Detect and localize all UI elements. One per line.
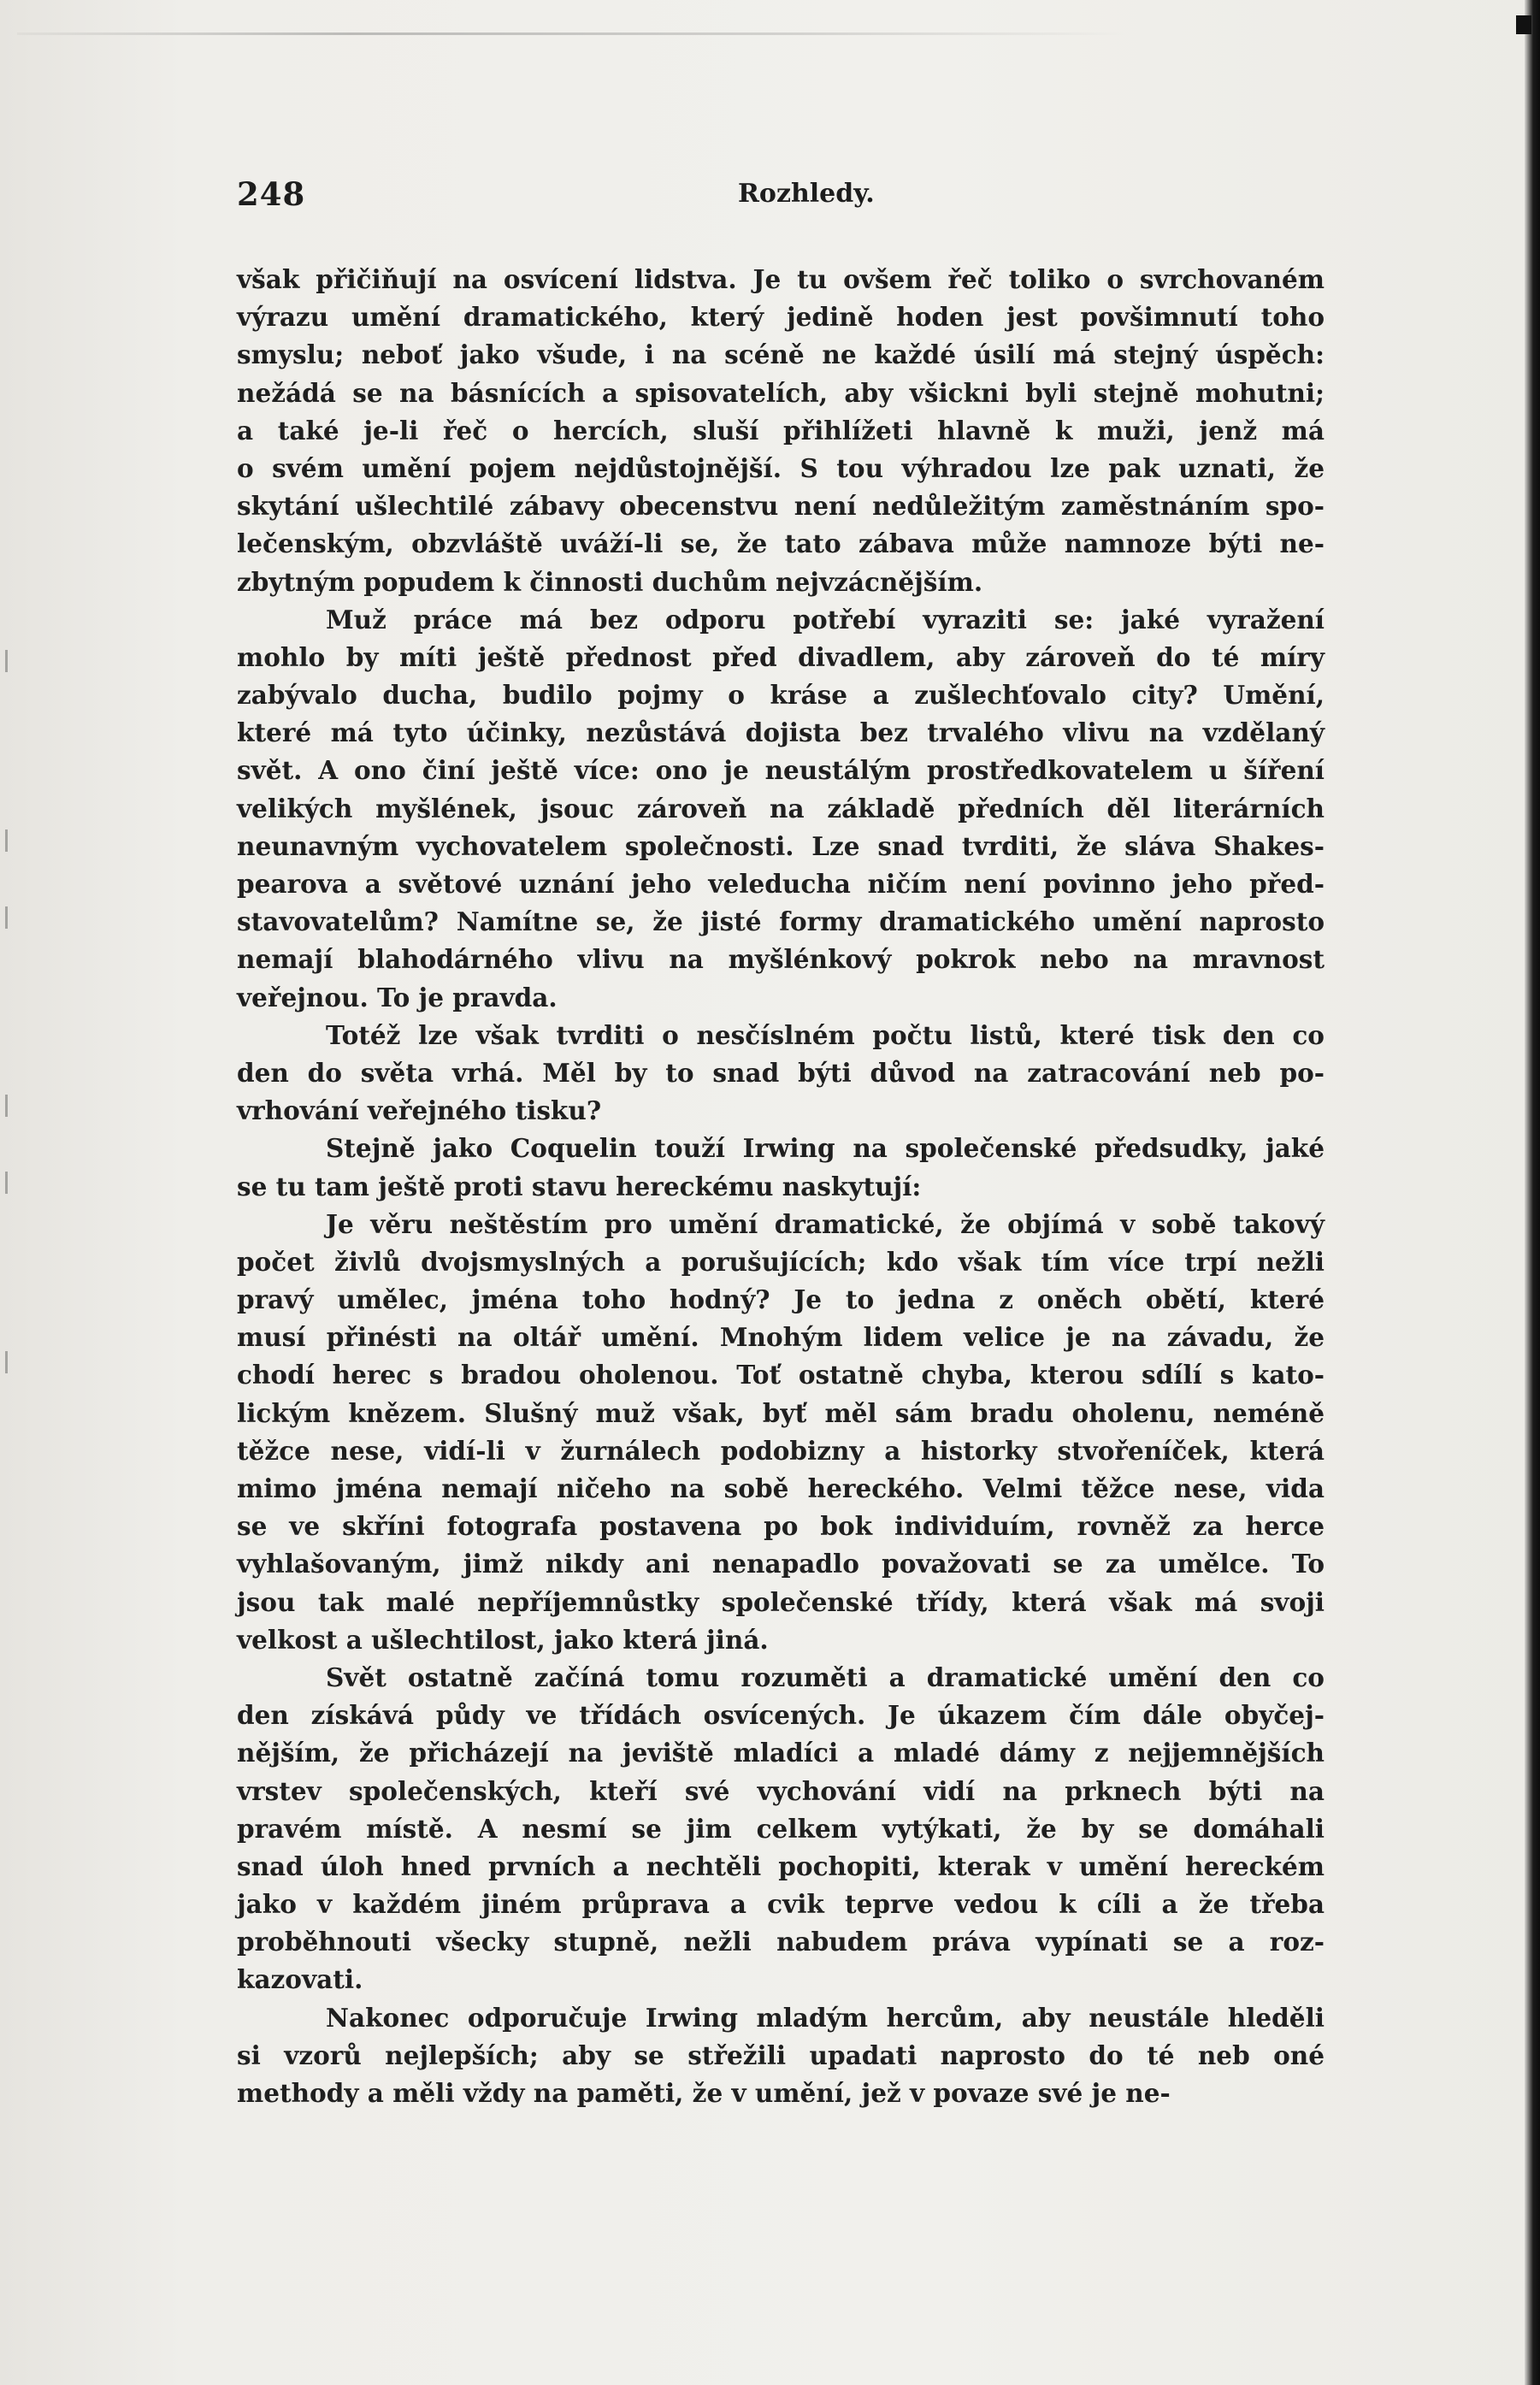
text-line: den do světa vrhá. Měl by to snad býti důvod na zatracování neb po- bbox=[237, 1057, 1325, 1088]
text-line: nějším, že přicházejí na jeviště mladíci a mladé dámy z nejjemnějších bbox=[237, 1738, 1325, 1768]
paragraph bbox=[237, 1017, 1325, 1131]
running-title: Rozhledy. bbox=[738, 179, 875, 209]
text-line: lickým knězem. Slušný muž však, byť měl sám bradu oholenu, neméně bbox=[237, 1397, 1325, 1428]
text-line: o svém umění pojem nejdůstojnější. S tou výhradou lze pak uznati, že bbox=[237, 452, 1325, 483]
text-line: vrstev společenských, kteří své vychování vidí na prknech býti na bbox=[237, 1775, 1325, 1806]
page-number: 248 bbox=[237, 175, 306, 213]
text-line: skytání ušlechtilé zábavy obecenstvu není nedůležitým zaměstnáním spo- bbox=[237, 491, 1325, 522]
text-line: Nakonec odporučuje Irwing mladým hercům, aby neustále hleděli bbox=[326, 2002, 1325, 2033]
text-line: pravém místě. A nesmí se jim celkem vytýkati, že by se domáhali bbox=[237, 1813, 1325, 1844]
text-line: jsou tak malé nepříjemnůstky společenské třídy, která však má svoji bbox=[237, 1586, 1325, 1617]
paragraph bbox=[237, 261, 1325, 601]
paragraph bbox=[237, 1999, 1325, 2113]
text-line: neunavným vychovatelem společnosti. Lze snad tvrditi, že sláva Shakes- bbox=[237, 830, 1325, 861]
text-line: Totéž lze však tvrditi o nesčíslném počtu listů, které tisk den co bbox=[326, 1019, 1325, 1050]
text-line: methody a měli vždy na paměti, že v umění, jež v povaze své je ne- bbox=[237, 2078, 1171, 2108]
page-header bbox=[237, 175, 1325, 218]
text-line: si vzorů nejlepších; aby se střežili upadati naprosto do té neb oné bbox=[237, 2040, 1325, 2070]
paragraph bbox=[237, 1130, 1325, 1205]
text-line: zabývalo ducha, budilo pojmy o kráse a zušlechťovalo city? Umění, bbox=[237, 680, 1325, 711]
text-line: snad úloh hned prvních a nechtěli pochopiti, kterak v umění hereckém bbox=[237, 1851, 1325, 1881]
paragraph bbox=[237, 601, 1325, 1017]
text-line: počet živlů dvojsmyslných a porušujících; kdo však tím více trpí nežli bbox=[237, 1246, 1325, 1277]
paragraph bbox=[237, 1206, 1325, 1659]
text-line: veřejnou. To je pravda. bbox=[237, 982, 558, 1012]
text-line: jako v každém jiném průprava a cvik teprve vedou k cíli a že třeba bbox=[237, 1889, 1325, 1920]
text-line: musí přinésti na oltář umění. Mnohým lidem velice je na závadu, že bbox=[237, 1322, 1325, 1353]
scan-left-margin-marks bbox=[5, 650, 10, 1420]
text-line: velikých myšlének, jsouc zároveň na základě předních děl literárních bbox=[237, 793, 1325, 824]
text-line: které má tyto účinky, nezůstává dojista bez trvalého vlivu na vzdělaný bbox=[237, 717, 1325, 748]
text-line: pearova a světové uznání jeho veleducha ničím není povinno jeho před- bbox=[237, 869, 1325, 899]
text-line: den získává půdy ve třídách osvícených. Je úkazem čím dále obyčej- bbox=[237, 1700, 1325, 1731]
text-line: nemají blahodárného vlivu na myšlénkový pokrok nebo na mravnost bbox=[237, 944, 1325, 975]
text-line: však přičiňují na osvícení lidstva. Je tu ovšem řeč toliko o svrchovaném bbox=[237, 264, 1325, 294]
text-line: mimo jména nemají ničeho na sobě hereckého. Velmi těžce nese, vida bbox=[237, 1473, 1325, 1503]
text-line: velkost a ušlechtilost, jako která jiná. bbox=[237, 1624, 769, 1655]
text-line: Je věru neštěstím pro umění dramatické, že objímá v sobě takový bbox=[326, 1208, 1325, 1239]
page-top-edge bbox=[17, 32, 1129, 35]
text-line: Stejně jako Coquelin touží Irwing na společenské předsudky, jaké bbox=[326, 1133, 1325, 1164]
body-text bbox=[237, 261, 1325, 2112]
scan-binding-edge bbox=[1525, 0, 1540, 2385]
text-line: se ve skříni fotografa postavena po bok individuím, rovněž za herce bbox=[237, 1511, 1325, 1542]
text-line: lečenským, obzvláště uváží-li se, že tato zábava může namnoze býti ne- bbox=[237, 528, 1325, 559]
text-line: kazovati. bbox=[237, 1964, 363, 1995]
text-line: vrhování veřejného tisku? bbox=[237, 1095, 602, 1126]
text-line: vyhlašovaným, jimž nikdy ani nenapadlo považovati se za umělce. To bbox=[237, 1549, 1325, 1579]
text-line: svět. A ono činí ještě více: ono je neustálým prostředkovatelem u šíření bbox=[237, 755, 1325, 786]
text-line: zbytným popudem k činnosti duchům nejvzácnějším. bbox=[237, 566, 983, 597]
text-line: mohlo by míti ještě přednost před divadlem, aby zároveň do té míry bbox=[237, 641, 1325, 672]
text-line: chodí herec s bradou oholenou. Toť ostatně chyba, kterou sdílí s kato- bbox=[237, 1360, 1325, 1390]
text-line: stavovatelům? Namítne se, že jisté formy dramatického umění naprosto bbox=[237, 906, 1325, 937]
text-line: nežádá se na básnících a spisovatelích, aby všickni byli stejně mohutni; bbox=[237, 377, 1325, 408]
scan-corner-mark bbox=[1516, 15, 1531, 34]
paragraph bbox=[237, 1659, 1325, 1999]
text-line: Svět ostatně začíná tomu rozuměti a dramatické umění den co bbox=[326, 1662, 1325, 1692]
text-line: výrazu umění dramatického, který jedině hoden jest povšimnutí toho bbox=[237, 302, 1325, 333]
text-line: se tu tam ještě proti stavu hereckému naskytují: bbox=[237, 1171, 922, 1201]
text-line: proběhnouti všecky stupně, nežli nabudem práva vypínati se a roz- bbox=[237, 1927, 1325, 1957]
text-line: těžce nese, vidí-li v žurnálech podobizny a historky stvořeníček, která bbox=[237, 1435, 1325, 1466]
text-line: smyslu; neboť jako všude, i na scéně ne každé úsilí má stejný úspěch: bbox=[237, 339, 1325, 370]
text-line: pravý umělec, jména toho hodný? Je to jedna z oněch obětí, které bbox=[237, 1284, 1325, 1315]
text-line: Muž práce má bez odporu potřebí vyraziti se: jaké vyražení bbox=[326, 604, 1325, 635]
text-line: a také je-li řeč o hercích, sluší přihlížeti hlavně k muži, jenž má bbox=[237, 415, 1325, 446]
